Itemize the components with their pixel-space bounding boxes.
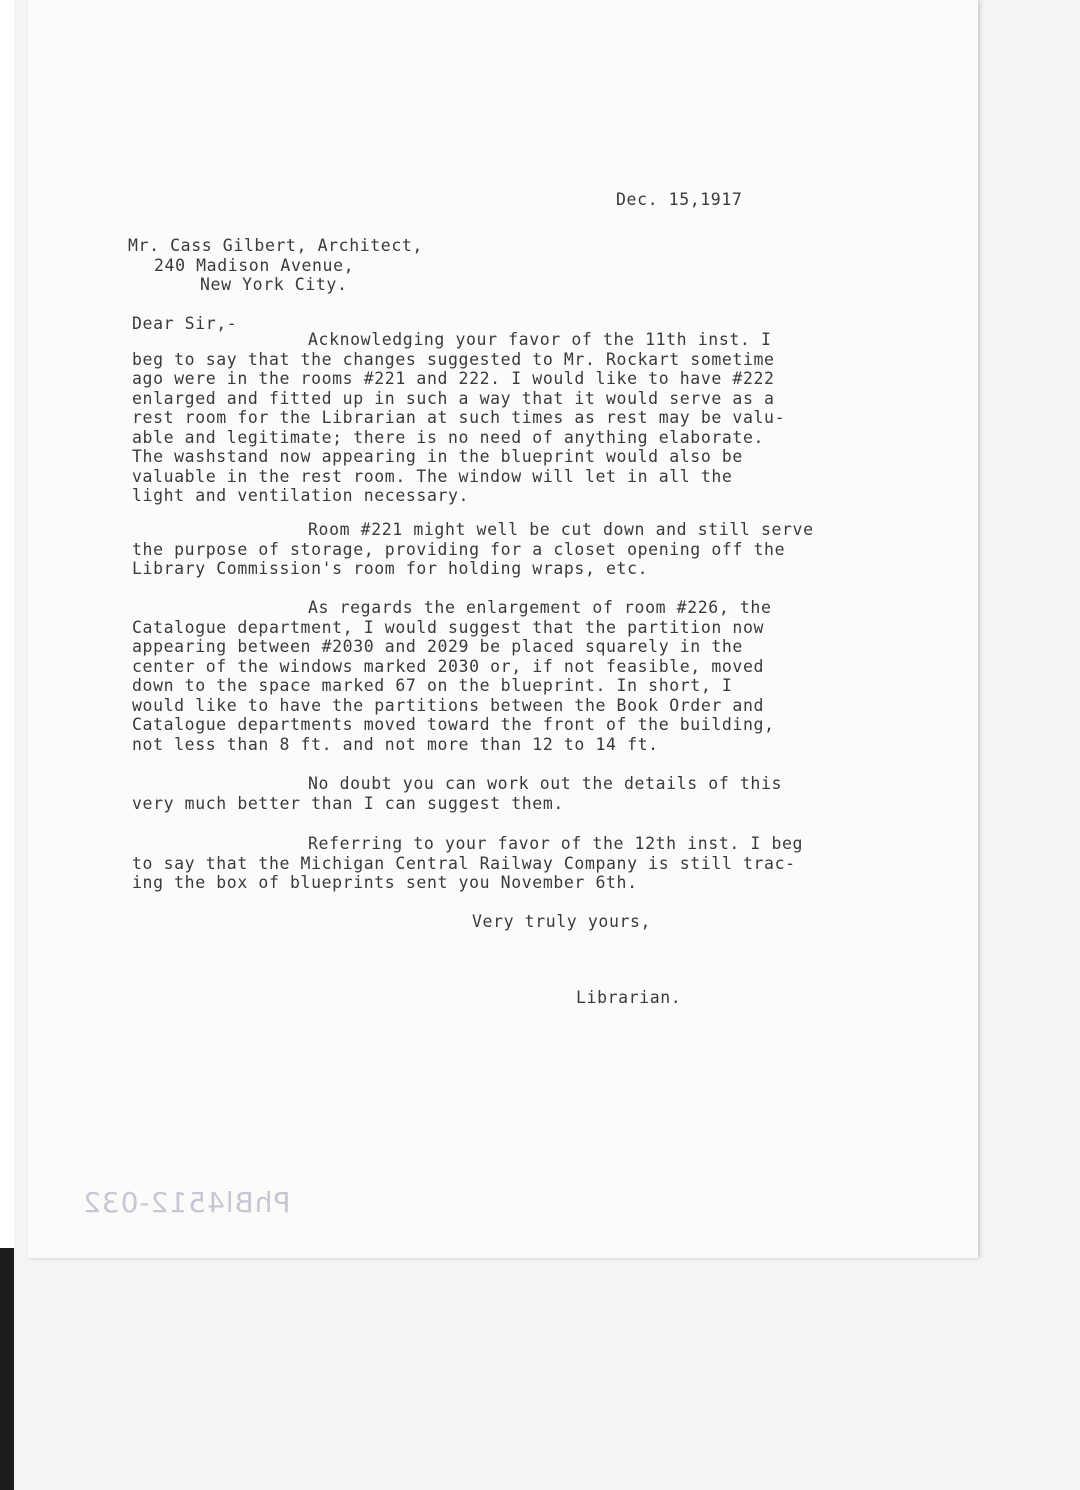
- body-line: ing the box of blueprints sent you November 6th.: [132, 873, 638, 892]
- paragraph-5: [132, 834, 803, 893]
- catalog-number-stamp: PhBl4512-032: [82, 1186, 291, 1219]
- salutation: Dear Sir,-: [132, 314, 238, 333]
- paragraph-2: [132, 520, 814, 579]
- body-line: Acknowledging your favor of the 11th inst. I: [308, 330, 772, 349]
- closing: Very truly yours,: [472, 912, 652, 931]
- body-line: Referring to your favor of the 12th inst. I beg: [308, 834, 804, 853]
- body-line: down to the space marked 67 on the blueprint. In short, I: [132, 676, 733, 695]
- signature-title: Librarian.: [576, 988, 682, 1007]
- body-line: Room #221 might well be cut down and still serve: [308, 520, 814, 539]
- body-line: ago were in the rooms #221 and 222. I would like to have #222: [132, 369, 775, 388]
- body-line: beg to say that the changes suggested to Mr. Rockart sometime: [132, 349, 775, 369]
- dark-edge-strip: [0, 1248, 14, 1490]
- body-line: enlarged and fitted up in such a way that it would serve as a: [132, 388, 775, 408]
- body-line: As regards the enlargement of room #226, the: [308, 598, 772, 617]
- recipient-line: Mr. Cass Gilbert, Architect,: [128, 236, 423, 255]
- body-line: not less than 8 ft. and not more than 12 to 14 ft.: [132, 734, 659, 754]
- recipient-address: [128, 236, 423, 295]
- paragraph-1: [132, 330, 785, 506]
- body-line: light and ventilation necessary.: [132, 486, 470, 505]
- body-line: rest room for the Librarian at such times as rest may be valu-: [132, 408, 786, 427]
- body-line: very much better than I can suggest them.: [132, 793, 564, 813]
- letter-date: Dec. 15,1917: [616, 190, 743, 209]
- body-line: would like to have the partitions between the Book Order and: [132, 695, 765, 715]
- body-line: the purpose of storage, providing for a closet opening off the: [132, 539, 786, 559]
- body-line: appearing between #2030 and 2029 be placed squarely in the: [132, 637, 743, 656]
- body-line: Catalogue department, I would suggest that the partition now: [132, 617, 765, 637]
- body-line: valuable in the rest room. The window will let in all the: [132, 466, 733, 486]
- body-line: center of the windows marked 2030 or, if not feasible, moved: [132, 656, 765, 676]
- body-line: Library Commission's room for holding wraps, etc.: [132, 559, 649, 578]
- body-line: able and legitimate; there is no need of anything elaborate.: [132, 427, 765, 447]
- recipient-line: 240 Madison Avenue,: [154, 255, 355, 275]
- body-line: The washstand now appearing in the blueprint would also be: [132, 447, 743, 466]
- body-line: Catalogue departments moved toward the front of the building,: [132, 715, 775, 734]
- recipient-line: New York City.: [200, 275, 348, 294]
- body-line: to say that the Michigan Central Railway Company is still trac-: [132, 853, 796, 873]
- body-line: No doubt you can work out the details of this: [308, 774, 783, 793]
- letter-page: [28, 0, 978, 1258]
- paragraph-3: [132, 598, 775, 754]
- paragraph-4: [132, 774, 782, 813]
